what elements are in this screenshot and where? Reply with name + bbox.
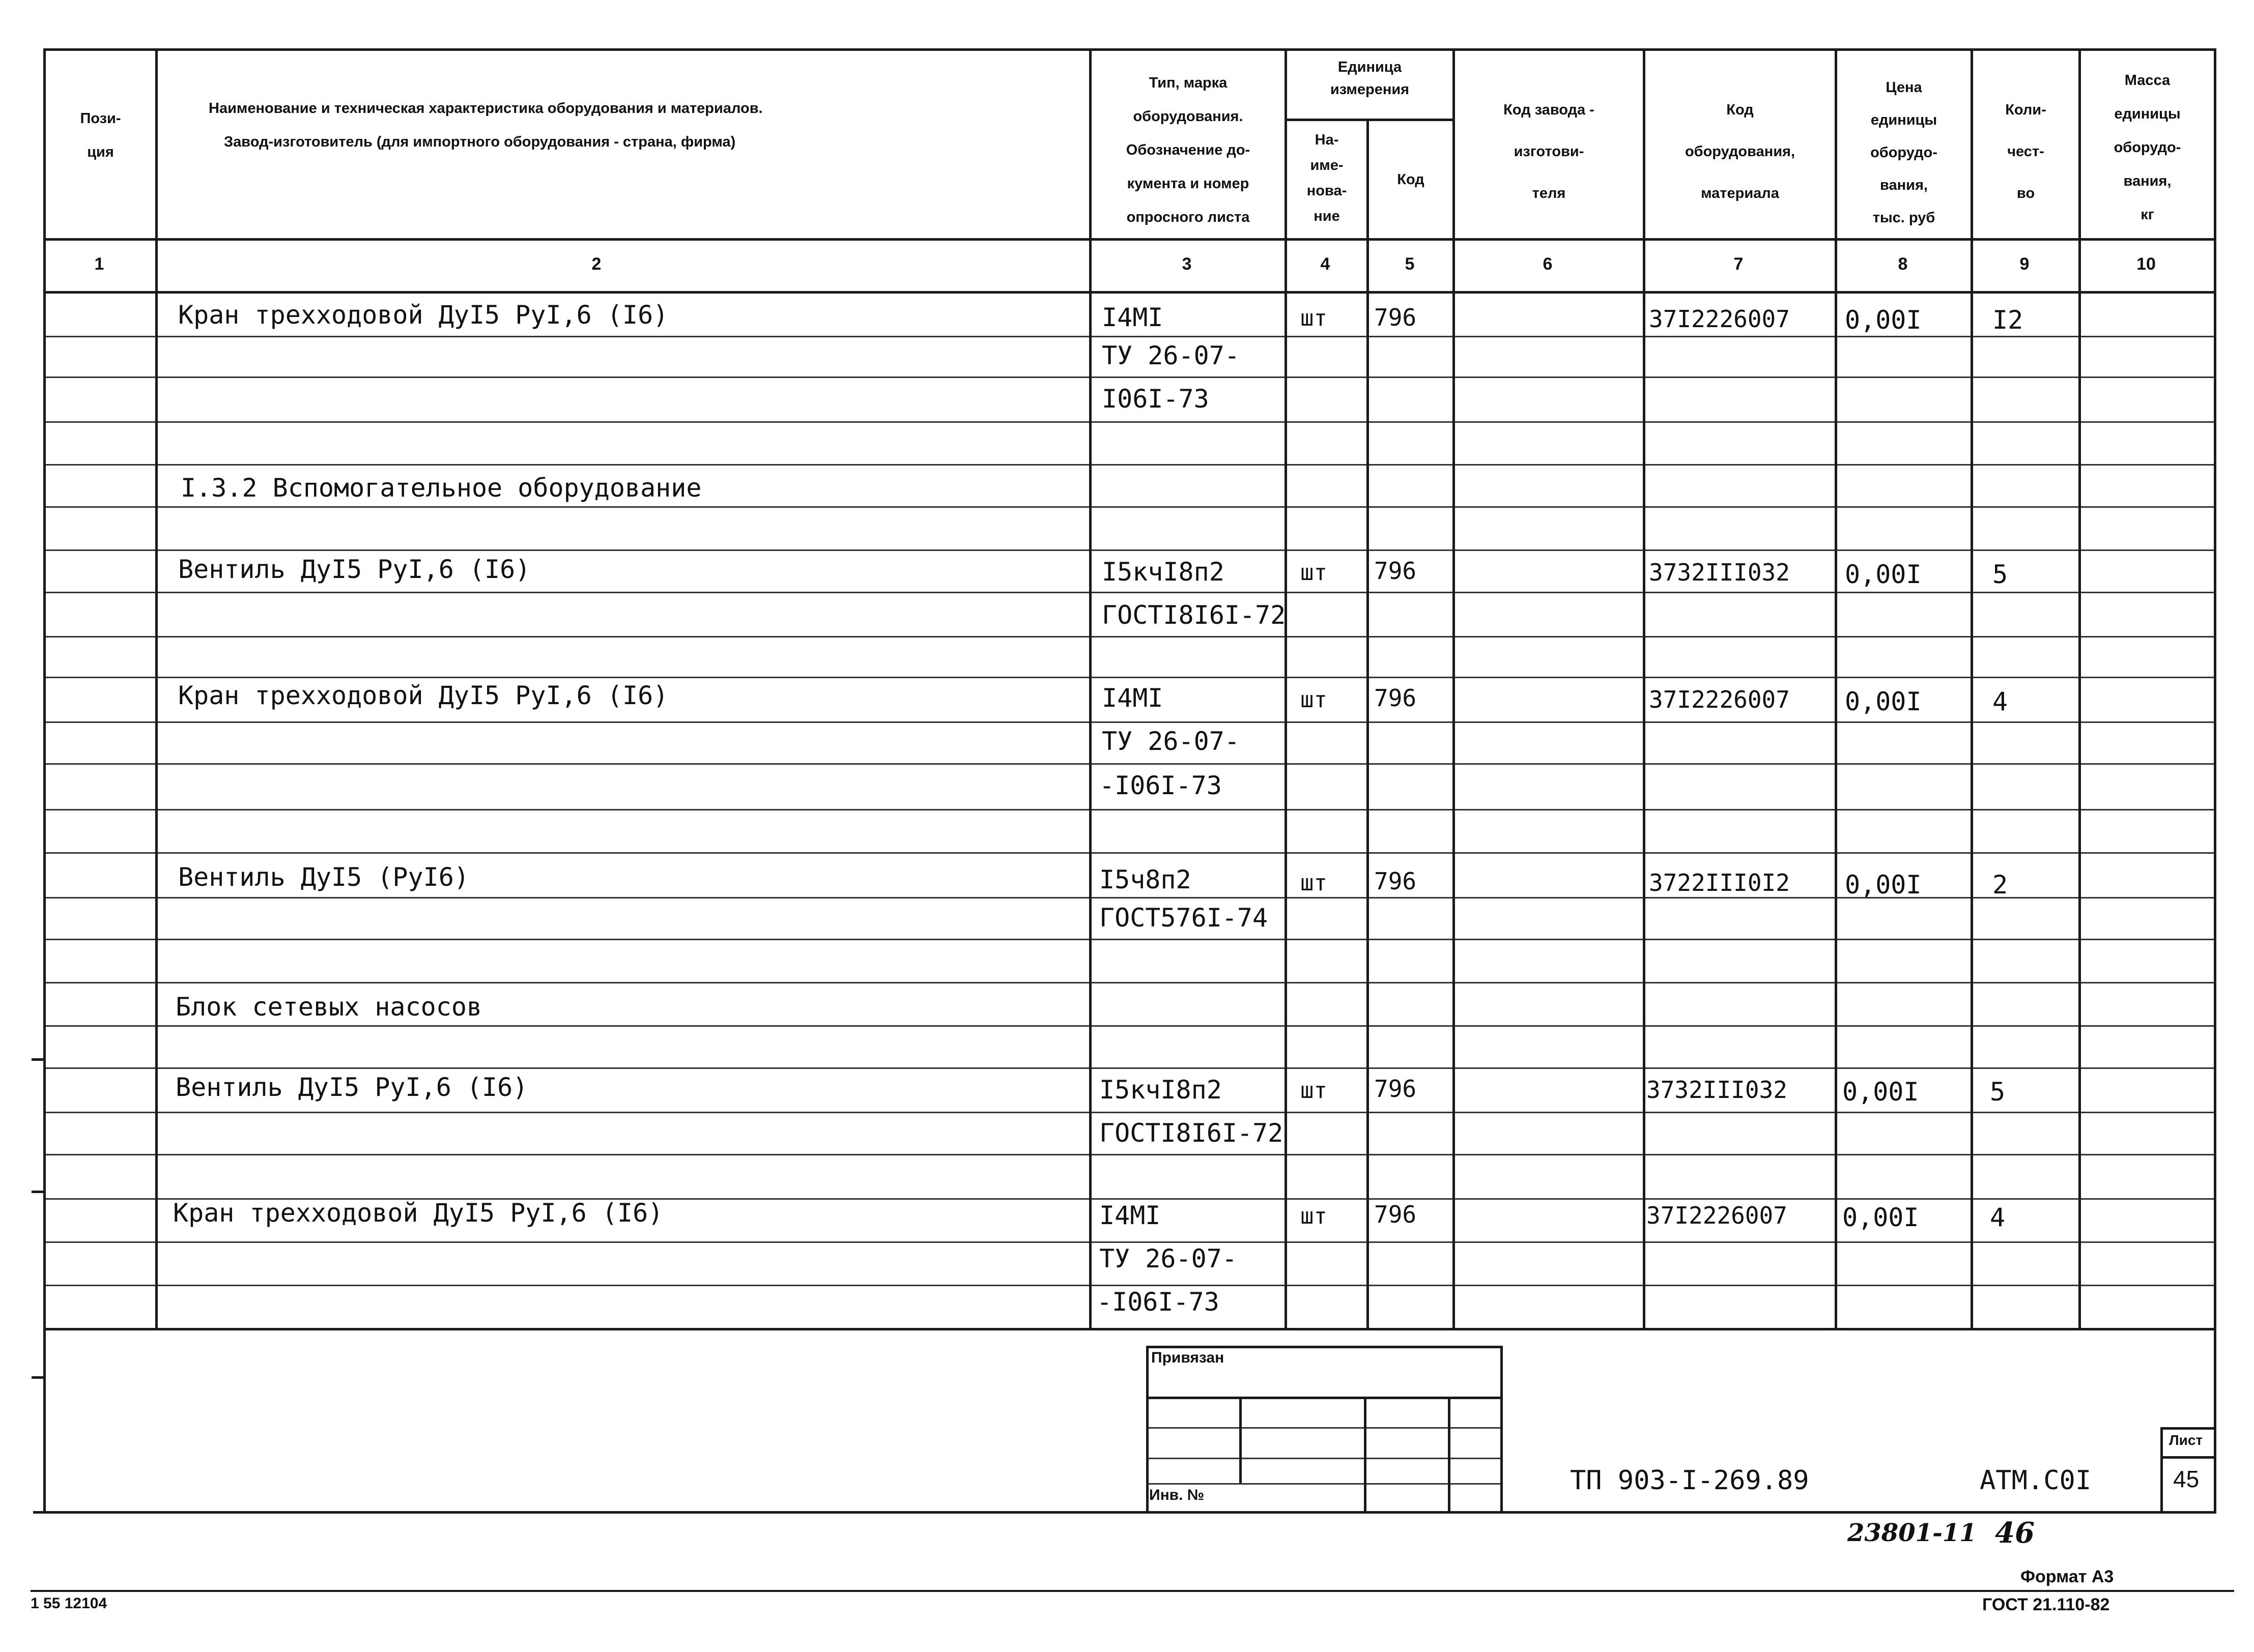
format-label: Формат А3 <box>2020 1567 2114 1586</box>
row-7-type-2: ТУ 26-07- <box>1099 1244 1237 1273</box>
row-6-name: Вентиль ДуI5 РуI,6 (I6) <box>176 1073 528 1102</box>
colnum-10: 10 <box>2136 254 2156 274</box>
sheet-label: Лист <box>2169 1432 2203 1448</box>
row-4-unit-code: 796 <box>1374 867 1417 895</box>
row-4-unit: шт <box>1300 870 1327 896</box>
row-0-type-1: I4MI <box>1102 303 1163 332</box>
row-6-type-1: I5кчI8п2 <box>1099 1075 1222 1105</box>
colnum-9: 9 <box>2019 254 2030 274</box>
row-4-qty: 2 <box>1992 870 2008 900</box>
row-2-qty: 5 <box>1992 560 2008 589</box>
row-3-name: Кран трехходовой ДуI5 РуI,6 (I6) <box>178 681 669 710</box>
row-7-unit: шт <box>1300 1203 1327 1229</box>
row-7-name: Кран трехходовой ДуI5 РуI,6 (I6) <box>173 1198 664 1228</box>
row-3-type-2: ТУ 26-07- <box>1102 727 1240 756</box>
header-unit-name: На- име- нова- ние <box>1306 132 1347 224</box>
row-4-equip-code: 3722III0I2 <box>1649 869 1790 896</box>
standard-label: ГОСТ 21.110-82 <box>1982 1595 2110 1614</box>
section-network-pumps: Блок сетевых насосов <box>176 992 482 1022</box>
row-2-type-2: ГОСТI8I6I-72 <box>1102 600 1286 630</box>
row-3-type-1: I4MI <box>1102 683 1163 713</box>
row-4-type-2: ГОСТ576I-74 <box>1099 903 1268 933</box>
row-3-equip-code: 37I2226007 <box>1649 686 1790 713</box>
row-2-type-1: I5кчI8п2 <box>1102 557 1224 587</box>
row-6-qty: 5 <box>1990 1077 2006 1107</box>
print-code: 1 55 12104 <box>31 1595 107 1612</box>
row-0-price: 0,00I <box>1845 305 1922 335</box>
handwritten-page: 46 <box>1995 1516 2035 1550</box>
colnum-2: 2 <box>591 254 602 274</box>
colnum-5: 5 <box>1405 254 1415 274</box>
row-6-price: 0,00I <box>1842 1077 1919 1107</box>
row-0-type-3: I06I-73 <box>1102 384 1209 414</box>
row-6-unit: шт <box>1300 1078 1327 1104</box>
document-number: ТП 903-I-269.89 <box>1570 1465 1809 1496</box>
row-0-qty: I2 <box>1992 305 2023 335</box>
colnum-8: 8 <box>1898 254 1908 274</box>
row-0-equip-code: 37I2226007 <box>1649 305 1790 333</box>
header-quantity: Коли- чест- во <box>2005 102 2046 201</box>
row-4-price: 0,00I <box>1845 870 1922 900</box>
header-position: Пози- ция <box>80 110 121 160</box>
header-unit-code: Код <box>1397 171 1424 188</box>
colnum-3: 3 <box>1182 254 1192 274</box>
row-2-unit: шт <box>1300 560 1327 586</box>
row-3-unit: шт <box>1300 687 1327 713</box>
colnum-7: 7 <box>1733 254 1744 274</box>
section-auxiliary-equipment: I.3.2 Вспомогательное оборудование <box>181 473 702 503</box>
row-7-type-3: -I06I-73 <box>1097 1287 1219 1317</box>
row-3-type-3: -I06I-73 <box>1099 771 1222 800</box>
header-unit-group: Единица измерения <box>1330 59 1410 98</box>
header-type: Тип, марка оборудования. Обозначение до- кумента и номер опросного листа <box>1126 75 1250 225</box>
colnum-6: 6 <box>1543 254 1553 274</box>
row-0-type-2: ТУ 26-07- <box>1102 341 1240 370</box>
row-0-unit-code: 796 <box>1374 304 1417 331</box>
header-price: Цена единицы оборудо- вания, тыс. руб <box>1870 79 1937 226</box>
row-6-equip-code: 3732III032 <box>1646 1076 1787 1104</box>
row-2-equip-code: 3732III032 <box>1649 559 1790 586</box>
row-3-qty: 4 <box>1992 687 2008 716</box>
row-2-price: 0,00I <box>1845 560 1922 589</box>
row-7-type-1: I4MI <box>1099 1201 1161 1230</box>
document-code: АТМ.С0I <box>1980 1465 2092 1496</box>
row-3-price: 0,00I <box>1845 687 1922 716</box>
row-6-type-2: ГОСТI8I6I-72 <box>1099 1118 1283 1148</box>
row-2-name: Вентиль ДуI5 РуI,6 (I6) <box>178 555 531 584</box>
row-2-unit-code: 796 <box>1374 557 1417 585</box>
row-4-name: Вентиль ДуI5 (РуI6) <box>178 862 469 892</box>
row-7-equip-code: 37I2226007 <box>1646 1202 1787 1229</box>
inventory-number-label: Инв. № <box>1149 1487 1205 1503</box>
row-3-unit-code: 796 <box>1374 684 1417 712</box>
row-6-unit-code: 796 <box>1374 1075 1417 1103</box>
row-7-price: 0,00I <box>1842 1203 1919 1232</box>
row-0-unit: шт <box>1300 305 1327 331</box>
header-name: Наименование и техническая характеристика оборудования и материалов. Завод-изготовитель (для импортного оборудования - страна, фирма) <box>209 100 763 150</box>
row-0-name: Кран трехходовой ДуI5 РуI,6 (I6) <box>178 300 669 330</box>
header-mass: Масса единицы оборудо- вания, кг <box>2114 72 2181 223</box>
sheet-number: 45 <box>2173 1466 2200 1492</box>
colnum-1: 1 <box>94 254 104 274</box>
row-4-type-1: I5ч8п2 <box>1099 865 1191 894</box>
privyazan-label: Привязан <box>1151 1349 1224 1366</box>
header-factory-code: Код завода - изготови- теля <box>1503 102 1594 201</box>
row-7-unit-code: 796 <box>1374 1201 1417 1228</box>
handwritten-number: 23801-11 <box>1847 1519 1977 1547</box>
header-equipment-code: Код оборудования, материала <box>1685 102 1795 201</box>
row-7-qty: 4 <box>1990 1203 2006 1232</box>
colnum-4: 4 <box>1320 254 1330 274</box>
